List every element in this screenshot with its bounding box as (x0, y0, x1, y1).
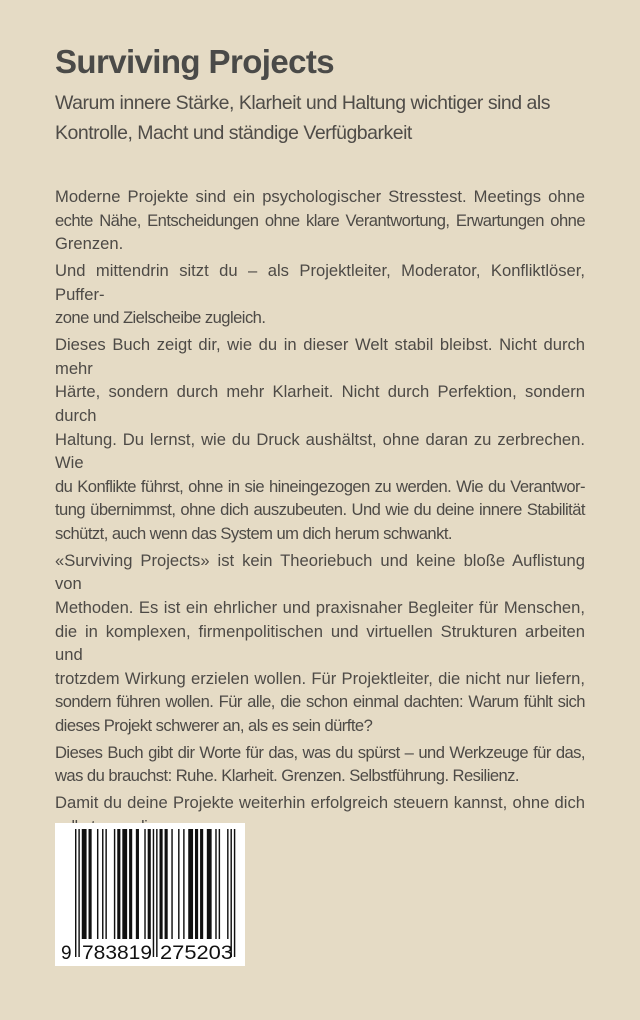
text-line: tung übernimmst, ohne dich auszubeuten. Und wie du deine innere Stabilität (55, 500, 585, 520)
text-line: dieses Projekt schwerer an, als es sein dürfte? (55, 715, 373, 735)
subtitle-line: Warum innere Stärke, Klarheit und Haltung wichtiger sind als (55, 92, 550, 114)
book-subtitle (55, 88, 595, 148)
text-line: Damit du deine Projekte weiterhin erfolgreich steuern kannst, ohne dich (55, 793, 585, 813)
barcode-bars-icon (55, 823, 245, 966)
text-line: du Konflikte führst, ohne in sie hineingezogen zu werden. Wie du Verantwor- (55, 476, 585, 496)
text-line: Dieses Buch zeigt dir, wie du in dieser Welt stabil bleibst. Nicht durch mehr (55, 335, 585, 378)
text-line: Härte, sondern durch mehr Klarheit. Nicht durch Perfektion, sondern durch (55, 382, 585, 425)
text-line: zone und Zielscheibe zugleich. (55, 308, 266, 328)
text-line: Und mittendrin sitzt du – als Projektleiter, Moderator, Konfliktlöser, Puffer- (55, 261, 585, 304)
text-line: «Surviving Projects» ist kein Theoriebuch und keine bloße Auflistung von (55, 550, 585, 594)
text-line: schützt, auch wenn das System um dich herum schwankt. (55, 523, 452, 543)
subtitle-line: Kontrolle, Macht und ständige Verfügbarkeit (55, 122, 412, 144)
blurb-paragraph-2 (55, 259, 585, 330)
text-line: echte Nähe, Entscheidungen ohne klare Verantwortung, Erwartungen ohne (55, 210, 585, 230)
text-line: die in komplexen, firmenpolitischen und virtuellen Strukturen arbeiten und (55, 621, 585, 665)
barcode-digit-first: 9 (61, 943, 72, 964)
blurb-paragraph-4 (55, 549, 585, 738)
book-title: Surviving Projects (55, 43, 334, 80)
blurb-paragraph-5 (55, 741, 585, 788)
blurb-text (55, 185, 585, 842)
isbn-barcode (55, 823, 245, 966)
text-line: Haltung. Du lernst, wie du Druck aushältst, ohne daran zu zerbrechen. Wie (55, 429, 585, 473)
barcode-digits-left: 783819 (82, 943, 152, 964)
text-line: trotzdem Wirkung erzielen wollen. Für Projektleiter, die nicht nur liefern, (55, 668, 585, 688)
text-line: Moderne Projekte sind ein psychologischer Stresstest. Meetings ohne (55, 187, 585, 206)
text-line: Dieses Buch gibt dir Worte für das, was du spürst – und Werkzeuge für das, (55, 742, 585, 762)
blurb-paragraph-3 (55, 333, 585, 545)
barcode-digits-right: 275203 (160, 943, 233, 964)
text-line: Grenzen. (55, 234, 124, 254)
text-line: Methoden. Es ist ein ehrlicher und praxisnaher Begleiter für Menschen, (55, 597, 585, 617)
text-line: sondern führen wollen. Für alle, die schon einmal dachten: Warum fühlt sich (55, 692, 585, 712)
blurb-paragraph-1 (55, 185, 585, 256)
text-line: was du brauchst: Ruhe. Klarheit. Grenzen. Selbstführung. Resilienz. (55, 766, 519, 786)
